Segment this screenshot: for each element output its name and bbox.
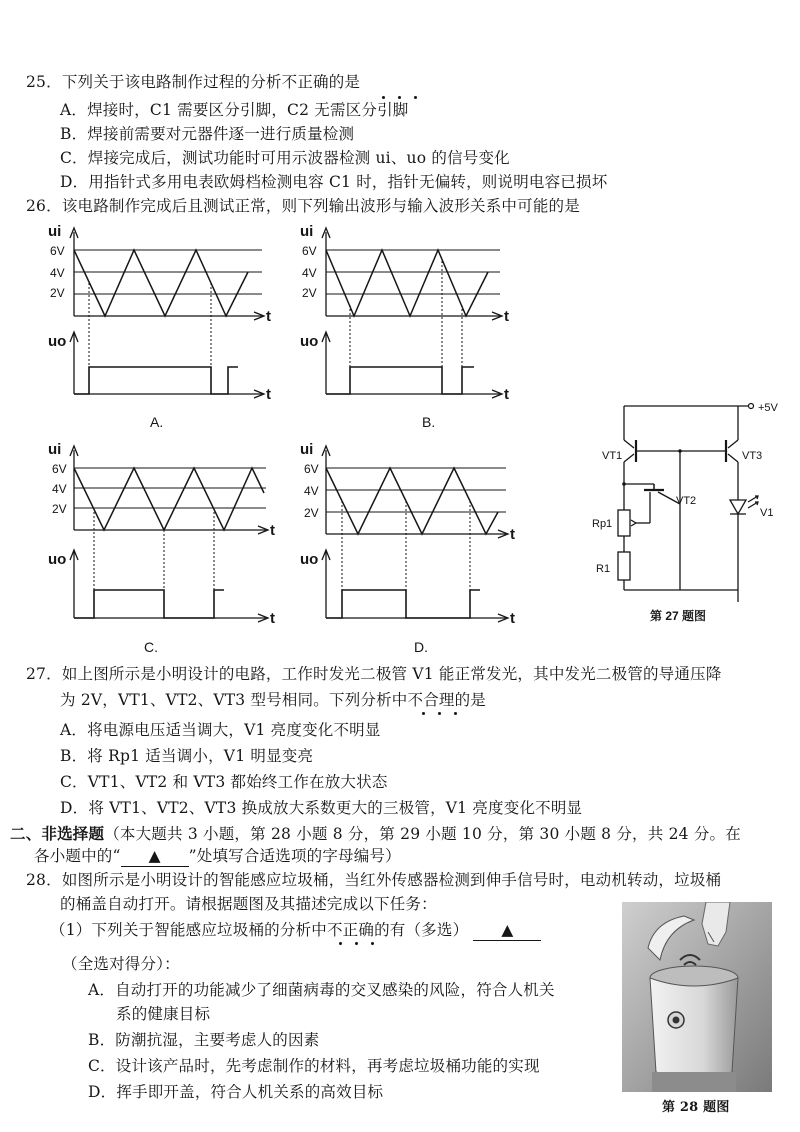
q28-option-a-cont: 系的健康目标: [116, 1005, 211, 1023]
emphasis-dot: [422, 712, 425, 715]
circuit-caption: 第 27 题图: [650, 609, 707, 623]
tick-2v: 2V: [304, 506, 319, 520]
vt3-label: VT3: [742, 450, 763, 462]
emphasis-dot: [438, 712, 441, 715]
graph-b-label: B.: [422, 414, 436, 430]
ui-axis-label: ui: [300, 441, 314, 458]
section2-desc-b: ”处填写合适选项的字母编号）: [188, 847, 401, 865]
t-axis-label: t: [266, 386, 271, 403]
section2-title: 二、非选择题: [10, 824, 105, 843]
q26-graph-a: [40, 222, 280, 430]
section2-desc-line1: [10, 824, 741, 844]
trash-bin-photo: [622, 902, 772, 1092]
tick-2v: 2V: [52, 502, 67, 516]
q27-option-d: D．将 VT1、VT2、VT3 换成放大系数更大的三极管，V1 亮度变化不明显: [60, 799, 583, 817]
q27-option-c: C．VT1、VT2 和 VT3 都始终工作在放大状态: [60, 773, 388, 791]
uo-axis-label: uo: [300, 551, 319, 568]
tick-4v: 4V: [52, 482, 67, 496]
graph-a-label: A.: [150, 414, 164, 430]
graph-c-label: C.: [144, 639, 158, 655]
t-axis-label: t: [266, 308, 271, 325]
t-axis-label: t: [510, 610, 515, 627]
emphasis-dot: [371, 942, 374, 945]
t-axis-label: t: [270, 610, 275, 627]
q27-stem-line2: 为 2V，VT1、VT2、VT3 型号相同。下列分析中不合理的是: [60, 691, 486, 709]
vt1-label: VT1: [602, 450, 623, 462]
q27-stem-line1: 27．如上图所示是小明设计的电路，工作时发光二极管 V1 能正常发光，其中发光二极管的导通压降: [26, 665, 722, 683]
r1-label: R1: [596, 563, 611, 575]
q26-stem: 26．该电路制作完成后且测试正常，则下列输出波形与输入波形关系中可能的是: [26, 197, 580, 215]
q26-graph-b: [292, 222, 532, 430]
section2-desc: （本大题共 3 小题，第 28 小题 8 分，第 29 小题 10 分，第 30 小题 8 分，共 24 分。在: [104, 825, 741, 843]
blank-mark: ▲: [121, 846, 189, 867]
ui-axis-label: ui: [300, 223, 314, 240]
q27-option-a: A．将电源电压适当调大，V1 亮度变化不明显: [60, 721, 381, 739]
tick-6v: 6V: [302, 244, 317, 258]
tick-6v: 6V: [304, 462, 319, 476]
tick-4v: 4V: [50, 266, 65, 280]
t-axis-label: t: [510, 526, 515, 543]
q25-option-c: C．焊接完成后，测试功能时可用示波器检测 ui、uo 的信号变化: [60, 149, 510, 167]
uo-axis-label: uo: [300, 333, 319, 350]
graph-d-label: D.: [414, 639, 428, 655]
tick-4v: 4V: [302, 266, 317, 280]
photo-caption: 第 28 题图: [662, 1100, 730, 1115]
q28-option-d: D．挥手即开盖，符合人机关系的高效目标: [88, 1083, 384, 1101]
emphasis-dot: [414, 96, 417, 99]
tick-4v: 4V: [304, 484, 319, 498]
q28-sub1-text: （1）下列关于智能感应垃圾桶的分析中不正确的有（多选）: [50, 921, 469, 939]
answer-blank: ▲: [473, 920, 541, 941]
q28-option-a: A．自动打开的功能减少了细菌病毒的交叉感染的风险，符合人机关: [88, 981, 555, 999]
emphasis-dot: [355, 942, 358, 945]
t-axis-label: t: [504, 308, 509, 325]
q28-stem-line2: 的桶盖自动打开。请根据题图及其描述完成以下任务：: [60, 895, 437, 913]
uo-axis-label: uo: [48, 551, 67, 568]
ui-axis-label: ui: [48, 223, 62, 240]
vt2-label: VT2: [676, 495, 697, 507]
t-axis-label: t: [270, 522, 275, 539]
q28-option-c: C．设计该产品时，先考虑制作的材料，再考虑垃圾桶功能的实现: [88, 1057, 540, 1075]
tick-2v: 2V: [302, 286, 317, 300]
q26-graph-c: [40, 440, 280, 656]
ui-axis-label: ui: [48, 441, 62, 458]
q28-sub1: [50, 920, 541, 941]
emphasis-dot: [382, 96, 385, 99]
supply-label: +5V: [758, 402, 778, 414]
q25-option-d: D．用指针式多用电表欧姆档检测电容 C1 时，指针无偏转，则说明电容已损坏: [60, 173, 608, 191]
q28-option-b: B．防潮抗湿，主要考虑人的因素: [88, 1031, 320, 1049]
rp1-label: Rp1: [592, 518, 613, 530]
q26-graph-d: [292, 440, 532, 656]
section2-desc-a: 各小题中的“: [34, 847, 121, 865]
section2-desc-line2: [34, 846, 401, 867]
v1-label: V1: [760, 507, 774, 519]
q27-circuit-diagram: [580, 392, 790, 628]
uo-axis-label: uo: [48, 333, 67, 350]
emphasis-dot: [398, 96, 401, 99]
q28-sub1-note: （全选对得分）：: [62, 955, 180, 973]
t-axis-label: t: [504, 386, 509, 403]
emphasis-dot: [454, 712, 457, 715]
emphasis-dot: [339, 942, 342, 945]
q25-option-a: A．焊接时，C1 需要区分引脚，C2 无需区分引脚: [60, 101, 409, 119]
tick-6v: 6V: [52, 462, 67, 476]
tick-6v: 6V: [50, 244, 65, 258]
tick-2v: 2V: [50, 286, 65, 300]
q25-stem: 25．下列关于该电路制作过程的分析不正确的是: [26, 73, 361, 91]
q25-option-b: B．焊接前需要对元器件逐一进行质量检测: [60, 125, 355, 143]
q27-option-b: B．将 Rp1 适当调小，V1 明显变亮: [60, 747, 314, 765]
q28-stem-line1: 28．如图所示是小明设计的智能感应垃圾桶，当红外传感器检测到伸手信号时，电动机转动，垃圾桶: [26, 871, 722, 889]
